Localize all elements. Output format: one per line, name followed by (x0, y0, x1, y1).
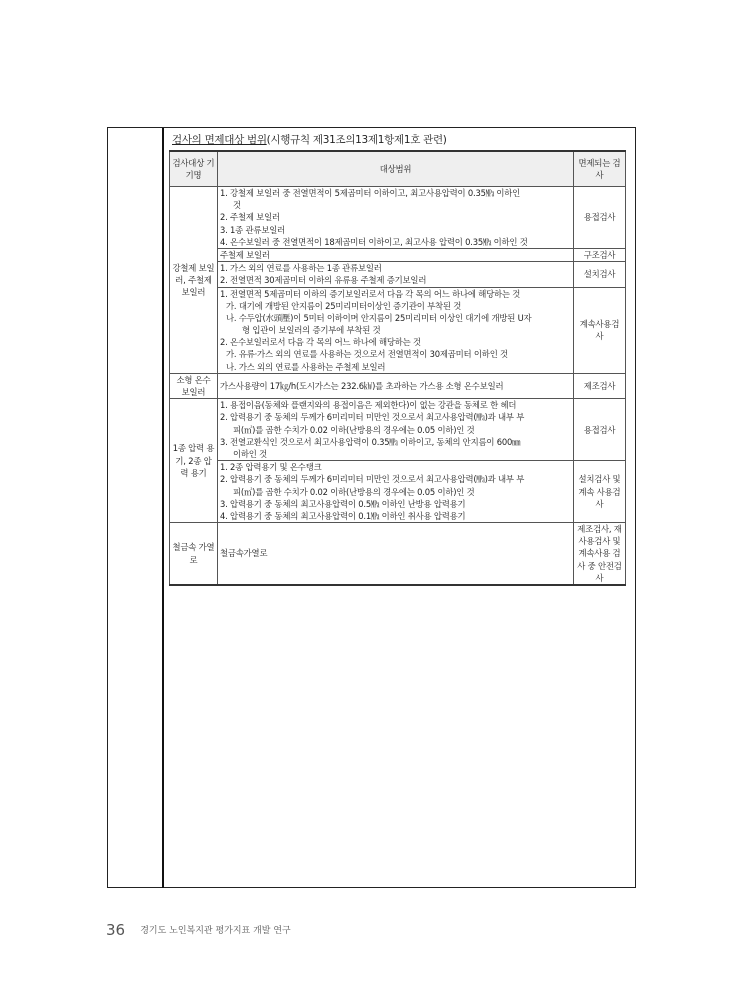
header-exempt-inspection: 면제되는 검사 (574, 151, 626, 187)
exempt-cell: 용접검사 (574, 187, 626, 249)
title-underlined: 검사의 면제대상 범위 (172, 134, 267, 146)
scope-line: 가. 대기에 개방된 안지름이 25미리미터이상인 증기관이 부착된 것 (226, 300, 462, 311)
table-title (172, 132, 447, 147)
scope-cell: 가스사용량이 17㎏/h(도시가스는 232.6㎾)를 초과하는 가스용 소형 온수보일러 (218, 373, 574, 398)
scope-cell (218, 399, 574, 461)
scope-line: 2. 전열면적 30제곱미터 이하의 유류용 주철제 증기보일러 (220, 275, 427, 286)
exempt-cell: 제조검사 (574, 373, 626, 398)
scope-cell (218, 248, 574, 261)
title-rest: (시행규칙 제31조의13제1항제1호 관련) (266, 134, 447, 146)
page-number: 36 (106, 921, 126, 939)
scope-line: 1. 2종 압력용기 및 온수탱크 (220, 462, 322, 473)
page-footer (106, 920, 291, 939)
scope-line: 이하인 것 (233, 448, 268, 459)
scope-line: 나. 가스 외의 연료를 사용하는 주철제 보일러 (226, 361, 386, 372)
exemption-table (169, 150, 626, 586)
category-small-water-boiler: 소형 온수 보일러 (170, 373, 218, 398)
table-row (170, 523, 626, 585)
table-header-row (170, 151, 626, 187)
scope-line: 4. 온수보일러 중 전열면적이 18제곱미터 이하이고, 최고사용 압력이 0.35㎫ 이하인 것 (220, 236, 528, 247)
category-boiler: 강철제 보일러, 주철제 보일러 (170, 187, 218, 374)
scope-line: 형 입관이 보일러의 증기부에 부착된 것 (242, 325, 381, 336)
table-row (170, 399, 626, 461)
exempt-cell: 구조검사 (574, 248, 626, 261)
exempt-cell: 용접검사 (574, 399, 626, 461)
exempt-cell: 설치검사 및 계속 사용검사 (574, 461, 626, 523)
scope-cell (218, 262, 574, 287)
scope-line: 1. 용접이음(동체와 플랜지와의 용접이음은 제외한다)이 없는 강관을 동체로 한 헤더 (220, 400, 517, 411)
header-scope: 대상범위 (218, 151, 574, 187)
exempt-cell: 계속사용검사 (574, 287, 626, 373)
table-row (170, 373, 626, 398)
scope-cell (218, 461, 574, 523)
scope-line: 2. 압력용기 중 동체의 두께가 6미리미터 미만인 것으로서 최고사용압력(㎫)과 내부 부 (220, 412, 525, 423)
scope-line: 주철제 보일러 (220, 249, 270, 260)
scope-line: 1. 전열면적 5제곱미터 이하의 증기보일러로서 다음 각 목의 어느 하나에 해당하는 것 (220, 288, 521, 299)
table-row (170, 287, 626, 373)
scope-line: 가. 유류·가스 외의 연료를 사용하는 것으로서 전열면적이 30제곱미터 이하인 것 (226, 349, 508, 360)
exempt-cell: 제조검사, 재사용검사 및 계속사용 검사 중 안전검사 (574, 523, 626, 585)
scope-line: 3. 1종 관류보일러 (220, 224, 285, 235)
exempt-cell: 설치검사 (574, 262, 626, 287)
table-row (170, 187, 626, 249)
category-metal-furnace: 철금속 가열로 (170, 523, 218, 585)
scope-line: 1. 가스 외의 연료를 사용하는 1종 관류보일러 (220, 263, 382, 274)
scope-line: 피(㎥)를 곱한 수치가 0.02 이하(난방용의 경우에는 0.05 이하)인 것 (233, 486, 475, 497)
scope-line: 2. 압력용기 중 동체의 두께가 6미리미터 미만인 것으로서 최고사용압력(㎫)과 내부 부 (220, 474, 525, 485)
table-row (170, 262, 626, 287)
footer-text: 경기도 노인복지관 평가지표 개발 연구 (140, 926, 291, 936)
scope-line: 것 (233, 200, 241, 211)
scope-line: 3. 전열교환식인 것으로서 최고사용압력이 0.35㎫ 이하이고, 동체의 안지름이 600㎜ (220, 436, 521, 447)
category-pressure-vessel: 1종 압력 용기, 2종 압력 용기 (170, 399, 218, 523)
scope-line: 나. 수두압(水頭壓)이 5미터 이하이며 안지름이 25미리미터 이상인 대기에 개방된 U자 (226, 312, 532, 323)
scope-cell (218, 187, 574, 249)
scope-line: 1. 강철제 보일러 중 전열면적이 5제곱미터 이하이고, 최고사용압력이 0.35㎫ 이하인 (220, 188, 521, 198)
scope-cell: 철금속가열로 (218, 523, 574, 585)
scope-line: 4. 압력용기 중 동체의 최고사용압력이 0.1㎫ 이하인 취사용 압력용기 (220, 510, 466, 521)
scope-cell (218, 287, 574, 373)
scope-line: 피(㎥)를 곱한 수치가 0.02 이하(난방용의 경우에는 0.05 이하)인 것 (233, 424, 475, 435)
frame-divider-line (162, 128, 164, 888)
table-row (170, 248, 626, 261)
scope-line: 3. 압력용기 중 동체의 최고사용압력이 0.5㎫ 이하인 난방용 압력용기 (220, 498, 466, 509)
table-row (170, 461, 626, 523)
header-device-name: 검사대상 기기명 (170, 151, 218, 187)
scope-line: 2. 주철제 보일러 (220, 212, 280, 223)
scope-line: 2. 온수보일러로서 다음 각 목의 어느 하나에 해당하는 것 (220, 337, 421, 348)
